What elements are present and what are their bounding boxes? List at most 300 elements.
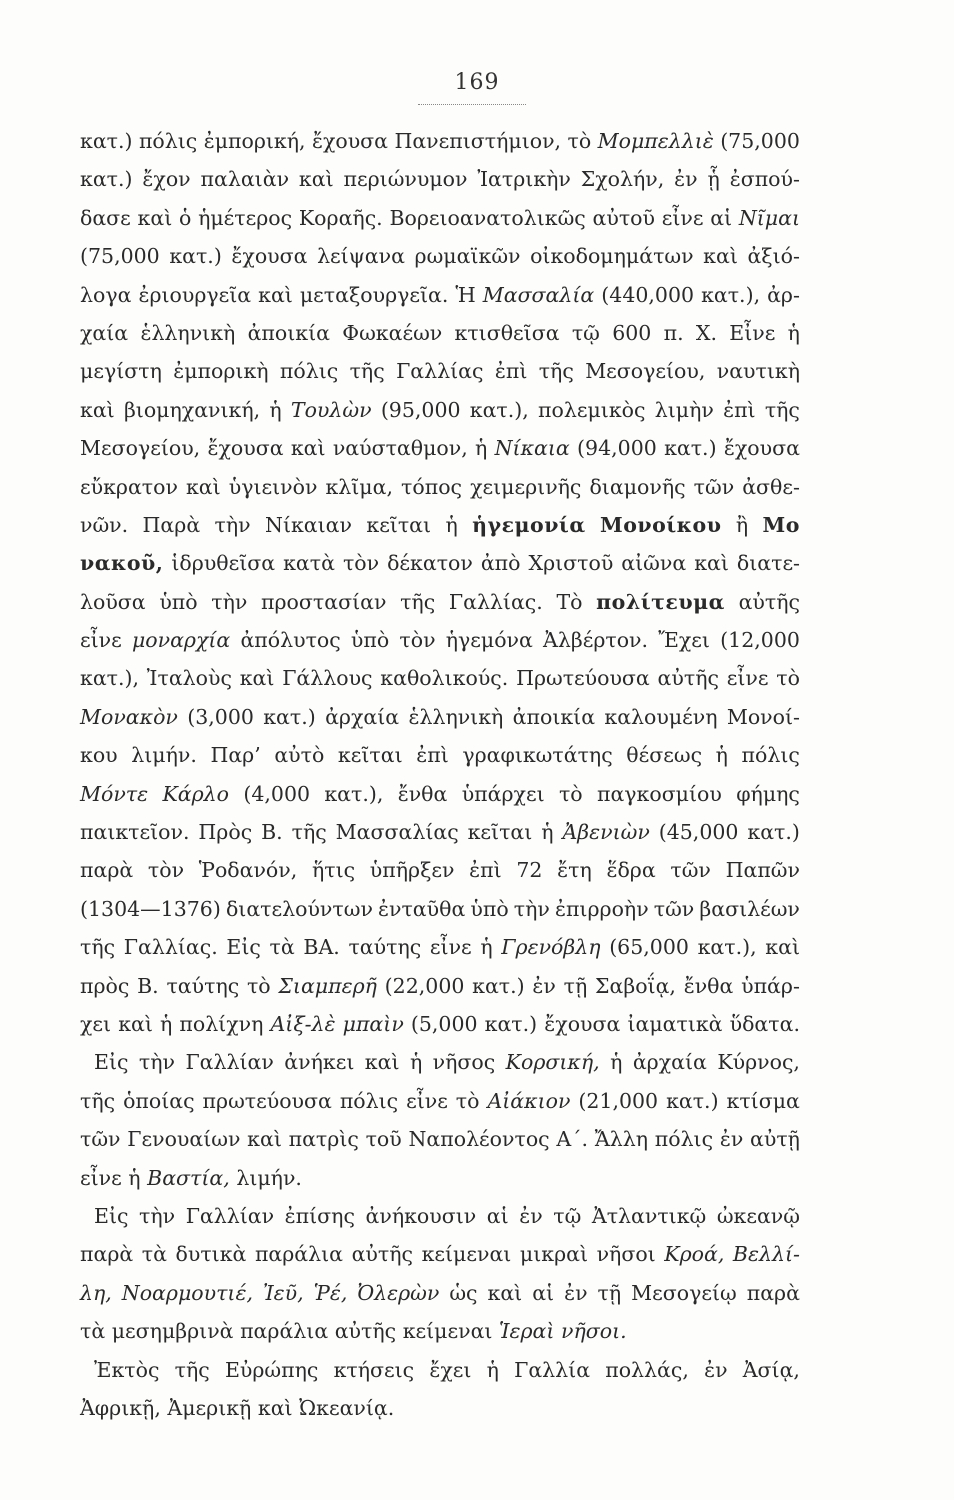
word: Γαλλίαν — [185, 1203, 275, 1228]
text-line — [80, 122, 800, 160]
word: ἑλληνικὴ — [408, 704, 504, 729]
word: παράλια — [254, 1242, 344, 1267]
word: ἀνήκει — [284, 1050, 355, 1075]
word: ναύσταθμον, — [332, 436, 468, 461]
word: μεταξουργεῖα. — [299, 282, 449, 307]
word: κατ.), — [80, 666, 140, 691]
text-line — [80, 506, 800, 544]
word: τὸν — [147, 858, 185, 883]
word: ἀνήκουσιν — [365, 1203, 477, 1228]
word: Εἰς — [94, 1203, 129, 1228]
word: κατὰ — [283, 551, 335, 576]
word: πόλις — [138, 129, 198, 153]
italic-word: Νίκαια — [494, 436, 570, 461]
word: Σχολήν, — [580, 167, 665, 192]
word: αἱ — [710, 205, 733, 230]
word: ἡ — [541, 820, 554, 845]
word: Γαλλία — [514, 1357, 591, 1382]
word: Ἀμερικῇ — [167, 1395, 252, 1420]
word: εἶνε — [726, 666, 769, 691]
word: τὰ — [141, 1242, 167, 1267]
italic-word: Κροά, — [664, 1242, 725, 1267]
italic-word: Κορσική, — [505, 1050, 600, 1075]
text-line — [80, 890, 800, 928]
word: Εἰς — [94, 1050, 129, 1075]
word: ἐριουργεῖα — [138, 282, 252, 307]
word: ἔχουσα — [207, 436, 284, 461]
word: ἡ — [715, 743, 728, 768]
word: τοῦ — [365, 1127, 402, 1152]
word: ἀπὸ — [480, 551, 521, 576]
word: (94,000 — [577, 436, 657, 461]
word: Σαβοΐᾳ, — [595, 973, 676, 998]
word: ἡ — [475, 436, 488, 461]
word: (12,000 — [720, 628, 800, 653]
word: (4,000 — [243, 781, 311, 806]
word: ἡ — [480, 935, 493, 960]
word: κείμεναι — [402, 1319, 493, 1344]
word: τῆς — [349, 359, 385, 384]
word: Γαλλίας — [396, 359, 484, 384]
text-line — [80, 1120, 800, 1158]
text-line — [80, 1235, 800, 1273]
word: ἀπόλυτος — [240, 628, 341, 653]
word: εἶνε — [80, 628, 122, 653]
text-line — [80, 352, 800, 390]
word: ἡ — [787, 320, 800, 345]
word: ἀποικία — [247, 320, 330, 345]
text-line — [80, 621, 800, 659]
word: νῆσοι — [596, 1242, 656, 1267]
text-line — [80, 813, 800, 851]
word: κατ.) — [263, 704, 316, 729]
word: κείμεναι — [421, 1242, 512, 1267]
word: ναυτικὴ — [716, 359, 800, 384]
word: ἡμέτερος — [198, 205, 293, 230]
word: ὑπῆρξεν — [369, 858, 455, 883]
word: τῆς — [174, 1357, 210, 1382]
word: εἶνε — [661, 205, 704, 230]
word: τῇ — [597, 1280, 622, 1305]
word: ἔχουσα — [544, 1011, 621, 1036]
word: μικραὶ — [519, 1242, 589, 1267]
text-line — [80, 237, 800, 275]
text-line — [80, 698, 800, 736]
word: εἶνε — [406, 1088, 448, 1113]
word: Εἰς — [226, 935, 261, 960]
word: Γάλλους — [282, 666, 373, 691]
word: διατε- — [736, 551, 800, 576]
text-line — [80, 391, 800, 429]
word: τὴν — [138, 1050, 176, 1075]
word: Ναπολέοντος — [408, 1127, 550, 1152]
word: Ἰατρικὴν — [477, 167, 571, 192]
word: (440,000 — [601, 282, 695, 307]
word: ἀξιό- — [747, 244, 800, 269]
word: καὶ — [257, 1395, 293, 1420]
word: καὶ — [364, 1050, 400, 1075]
word: τῷ — [553, 1203, 582, 1228]
word: τὴν — [513, 896, 550, 921]
word: (75,000 — [80, 244, 160, 269]
word: τὴν — [214, 512, 251, 537]
word: παράλια — [240, 1319, 329, 1344]
word: τὸ — [776, 666, 800, 691]
word: ἐπὶ — [723, 397, 756, 422]
word: δέκατον — [387, 551, 473, 576]
word: λιμὴν — [654, 397, 714, 422]
word: κατ.) — [472, 973, 525, 998]
word: (21,000 — [578, 1088, 659, 1113]
word: μεγίστη — [80, 359, 162, 384]
word: ἀρχαία — [632, 1050, 707, 1075]
word: Μεσογείῳ — [631, 1280, 737, 1305]
word: ἢ — [735, 512, 749, 537]
text-line — [80, 736, 800, 774]
word: Παπῶν — [725, 858, 800, 883]
word: ἕδρα — [606, 858, 656, 883]
word: Ἀφρικῇ, — [80, 1395, 161, 1420]
italic-word: Μονακὸν — [80, 704, 178, 729]
word: ἔχουσα — [311, 129, 389, 153]
word: Νίκαιαν — [265, 512, 352, 537]
word: ὕδατα. — [729, 1011, 800, 1036]
word: ἐσπού- — [729, 167, 800, 192]
word: λογα — [80, 282, 132, 307]
word: τῷ — [571, 320, 600, 345]
word: κτήσεις — [333, 1357, 415, 1382]
word: φήμης — [736, 781, 800, 806]
word: παικτεῖον. — [80, 820, 190, 845]
word: ἐνταῦθα — [378, 896, 466, 921]
bold-word: νακοῦ, — [80, 551, 164, 576]
word: ὁ — [178, 205, 192, 230]
word: καὶ — [487, 1280, 523, 1305]
italic-word: Ἰεῦ, — [262, 1280, 304, 1305]
word: ἡ — [128, 1165, 141, 1190]
word: κου — [80, 743, 118, 768]
word: τῶν — [670, 858, 711, 883]
word: καὶ — [118, 1011, 153, 1036]
word: τόπος — [401, 474, 463, 499]
word: (95,000 — [380, 397, 461, 422]
word: κατ.) — [80, 129, 133, 153]
word: τῆς — [538, 359, 574, 384]
word: εἶνε — [80, 1165, 122, 1190]
word: (75,000 — [720, 129, 800, 153]
word: καὶ — [185, 474, 221, 499]
word: καθολικούς. — [380, 666, 509, 691]
word: καὶ — [703, 244, 738, 269]
italic-word: νῆσοι. — [560, 1319, 627, 1344]
word: ἐπὶ — [469, 858, 502, 883]
word: χει — [80, 1011, 112, 1036]
word: Παρ’ — [210, 743, 261, 768]
italic-word: Βελλί- — [732, 1242, 800, 1267]
word: ἥτις — [311, 858, 356, 883]
word: Ἄλλη — [594, 1127, 649, 1152]
word: νῶν. — [80, 512, 129, 537]
italic-word: Μομπελλιὲ — [597, 129, 714, 153]
word: μεσημβρινὰ — [111, 1319, 234, 1344]
word: ᾗ — [707, 167, 720, 192]
italic-word: Τουλὼν — [290, 397, 372, 422]
word: χαία — [80, 320, 129, 345]
word: Γαλλίας. — [123, 935, 218, 960]
word: Χ. — [695, 320, 718, 345]
text-line — [80, 851, 800, 889]
word: Ἀσίᾳ, — [742, 1357, 800, 1382]
word: Τὸ — [556, 589, 583, 614]
bold-word: πολίτευμα — [596, 589, 725, 614]
word: Γενουαίων — [127, 1127, 241, 1152]
word: κτίσμα — [726, 1088, 800, 1113]
word: ἑλληνικὴ — [140, 320, 236, 345]
word: παγκοσμίου — [596, 781, 722, 806]
word: κατ.) — [747, 820, 800, 845]
word: ὑπάρ- — [741, 973, 800, 998]
page-number-rule — [418, 104, 526, 105]
italic-word: Αἰάκιον — [487, 1088, 571, 1113]
word: κεῖται — [467, 820, 533, 845]
word: παλαιὰν — [200, 167, 290, 192]
word: ἐμπορικὴ — [173, 359, 269, 384]
word: πόλις — [654, 1127, 714, 1152]
word: ἰαματικὰ — [627, 1011, 723, 1036]
word: πρὸς — [80, 973, 130, 998]
word: παρὰ — [80, 858, 134, 883]
italic-word: Αἰξ-λὲ — [270, 1011, 336, 1036]
word: ταύτης — [166, 973, 240, 998]
word: ἱδρυθεῖσα — [171, 551, 276, 576]
word: τῶν — [653, 896, 695, 921]
word: καὶ — [290, 436, 326, 461]
word: εὔκρατον — [80, 474, 178, 499]
word: αἱ — [532, 1280, 555, 1305]
page-number: 169 — [454, 70, 500, 95]
text-line — [80, 1082, 800, 1120]
word: βιομηχανική, — [123, 397, 261, 422]
word: Μεσογείου, — [80, 436, 201, 461]
word: καὶ — [298, 167, 334, 192]
word: λείψανα — [317, 244, 405, 269]
word: χειμερινῆς — [470, 474, 582, 499]
word: 72 — [516, 858, 543, 883]
word: ἐν — [674, 167, 698, 192]
word: τῆς — [80, 935, 116, 960]
word: Β. — [261, 820, 283, 845]
word: κατ.), — [324, 781, 384, 806]
word: τὴν — [139, 1203, 176, 1228]
word: κεῖται — [337, 743, 403, 768]
word: ἔνθα — [683, 973, 734, 998]
word: ὑγιεινὸν — [228, 474, 318, 499]
word: ἡ — [445, 512, 458, 537]
text-line — [80, 1312, 800, 1350]
word: πολεμικὸς — [538, 397, 646, 422]
text-line — [80, 1351, 800, 1389]
word: Βορειοανατολικῶς — [389, 205, 586, 230]
word: τὸν — [342, 551, 380, 576]
word: Γαλλίαν — [185, 1050, 274, 1075]
italic-word: μοναρχία — [131, 628, 231, 653]
italic-word: Κάρλο — [162, 781, 230, 806]
word: ἡγεμόνα — [445, 628, 533, 653]
word: ἐν — [719, 1127, 744, 1152]
word: ἔχουσα — [723, 436, 800, 461]
word: αὐτῆς — [334, 1319, 397, 1344]
word: οἰκοδομημάτων — [530, 244, 694, 269]
word: πόλις — [339, 1088, 399, 1113]
word: ἔνθα — [397, 781, 448, 806]
word: τὸ — [567, 129, 592, 153]
word: καλουμένη — [604, 704, 718, 729]
word: ἐπίσης — [284, 1203, 355, 1228]
word: ἐν — [704, 1357, 728, 1382]
word: προστασίαν — [261, 589, 387, 614]
word: Ὠκεανίᾳ. — [299, 1395, 395, 1420]
word: δασε — [80, 205, 131, 230]
text-line — [80, 314, 800, 352]
word: αὐτῆς — [657, 666, 719, 691]
italic-word: λη, — [80, 1280, 112, 1305]
word: Ἔχει — [658, 628, 710, 653]
text-line — [80, 1005, 800, 1043]
word: Πανεπιστήμιον, — [394, 129, 562, 153]
word: ἀρ- — [767, 282, 800, 307]
word: κατ.), — [469, 397, 529, 422]
word: ἀποικία — [512, 704, 596, 729]
word: τὸ — [246, 973, 271, 998]
word: πόλις — [279, 359, 339, 384]
word: ἐπὶ — [416, 743, 449, 768]
word: ταύτης — [348, 935, 422, 960]
word: ἔχουσα — [231, 244, 308, 269]
word: κατ.), — [701, 282, 761, 307]
word: Μονοί- — [726, 704, 800, 729]
word: Ἡ — [455, 282, 476, 307]
word: ἡ — [409, 1050, 423, 1075]
word: ἀρχαία — [325, 704, 400, 729]
word: τῶν — [80, 1127, 121, 1152]
word: Μεσογείου, — [585, 359, 706, 384]
word: Ἰταλοὺς — [146, 666, 232, 691]
word: ἡ — [610, 1050, 623, 1075]
word: θέσεως — [626, 743, 703, 768]
bold-word: Μο — [762, 512, 800, 537]
word: κτισθεῖσα — [454, 320, 560, 345]
italic-word: Μόντε — [80, 781, 149, 806]
word: κεῖται — [366, 512, 432, 537]
word: (45,000 — [658, 820, 739, 845]
word: (5,000 — [410, 1011, 478, 1036]
italic-word: μπαὶν — [342, 1011, 404, 1036]
italic-word: Ἱεραὶ — [499, 1319, 555, 1344]
text-line — [80, 160, 800, 198]
italic-word: Νοαρμουτιέ, — [121, 1280, 253, 1305]
word: Ἀτλαντικῷ — [591, 1203, 707, 1228]
word: ὑπὸ — [159, 589, 198, 614]
word: πολίχνη — [179, 1011, 264, 1036]
word: ὑπὸ — [350, 628, 390, 653]
word: Κύρνος, — [717, 1050, 800, 1075]
word: πατρὶς — [288, 1127, 359, 1152]
word: καὶ — [247, 1127, 282, 1152]
italic-word: Σιαμπερῆ — [278, 973, 377, 998]
word: ρωμαϊκῶν — [414, 244, 521, 269]
word: 600 — [612, 320, 652, 345]
word: αὐτὸ — [274, 743, 325, 768]
word: ὠκεανῷ — [716, 1203, 800, 1228]
word: Ἀλβέρτον. — [543, 628, 649, 653]
word: ἀσθε- — [742, 474, 800, 499]
word: (1304—1376) — [80, 896, 221, 921]
word: Παρὰ — [142, 512, 201, 537]
text-line — [80, 199, 800, 237]
word: τῶν — [693, 474, 735, 499]
text-line — [80, 1389, 800, 1427]
word: κλῖμα, — [325, 474, 393, 499]
text-line — [80, 967, 800, 1005]
word: ἔχει — [429, 1357, 472, 1382]
word: Κοραῆς. — [298, 205, 383, 230]
word: τῆς — [764, 397, 800, 422]
text-line — [80, 1043, 800, 1081]
word: κατ.), — [697, 935, 757, 960]
word: τῆς — [400, 589, 436, 614]
text-line — [80, 1274, 800, 1312]
text-line — [80, 659, 800, 697]
word: τῆς — [80, 1088, 116, 1113]
word: καὶ — [80, 397, 115, 422]
word: καὶ — [137, 205, 173, 230]
word: ὡς — [449, 1280, 478, 1305]
word: πολλάς, — [605, 1357, 689, 1382]
word: τὸ — [558, 781, 583, 806]
bold-word: ἡγεμονία — [472, 512, 586, 537]
word: ἐπιρροὴν — [554, 896, 649, 921]
word: ἐν — [532, 973, 556, 998]
word: κατ.) — [169, 244, 222, 269]
text-line — [80, 276, 800, 314]
word: παρὰ — [746, 1280, 800, 1305]
word: διατελούντων — [225, 896, 373, 921]
word: Χριστοῦ — [528, 551, 614, 576]
word: Εὐρώπης — [224, 1357, 319, 1382]
word: τῆς — [291, 820, 327, 845]
word: (22,000 — [384, 973, 465, 998]
word: Β. — [137, 973, 159, 998]
word: πρωτεύουσα — [202, 1088, 332, 1113]
text-line — [80, 468, 800, 506]
word: εἶνε — [429, 935, 472, 960]
word: κατ.) — [664, 436, 717, 461]
word: Ῥοδανόν, — [198, 858, 298, 883]
word: κατ.) — [80, 167, 133, 192]
word: ἔχον — [142, 167, 191, 192]
word: ἐν — [519, 1203, 543, 1228]
text-line — [80, 1197, 800, 1235]
word: κατ.) — [666, 1088, 719, 1113]
word: ἐν — [564, 1280, 588, 1305]
text-line — [80, 928, 800, 966]
word: καὶ — [694, 551, 729, 576]
word: αἱ — [486, 1203, 509, 1228]
word: ἐπὶ — [494, 359, 528, 384]
text-line — [80, 775, 800, 813]
word: τῇ — [563, 973, 588, 998]
body-text — [80, 122, 800, 1427]
